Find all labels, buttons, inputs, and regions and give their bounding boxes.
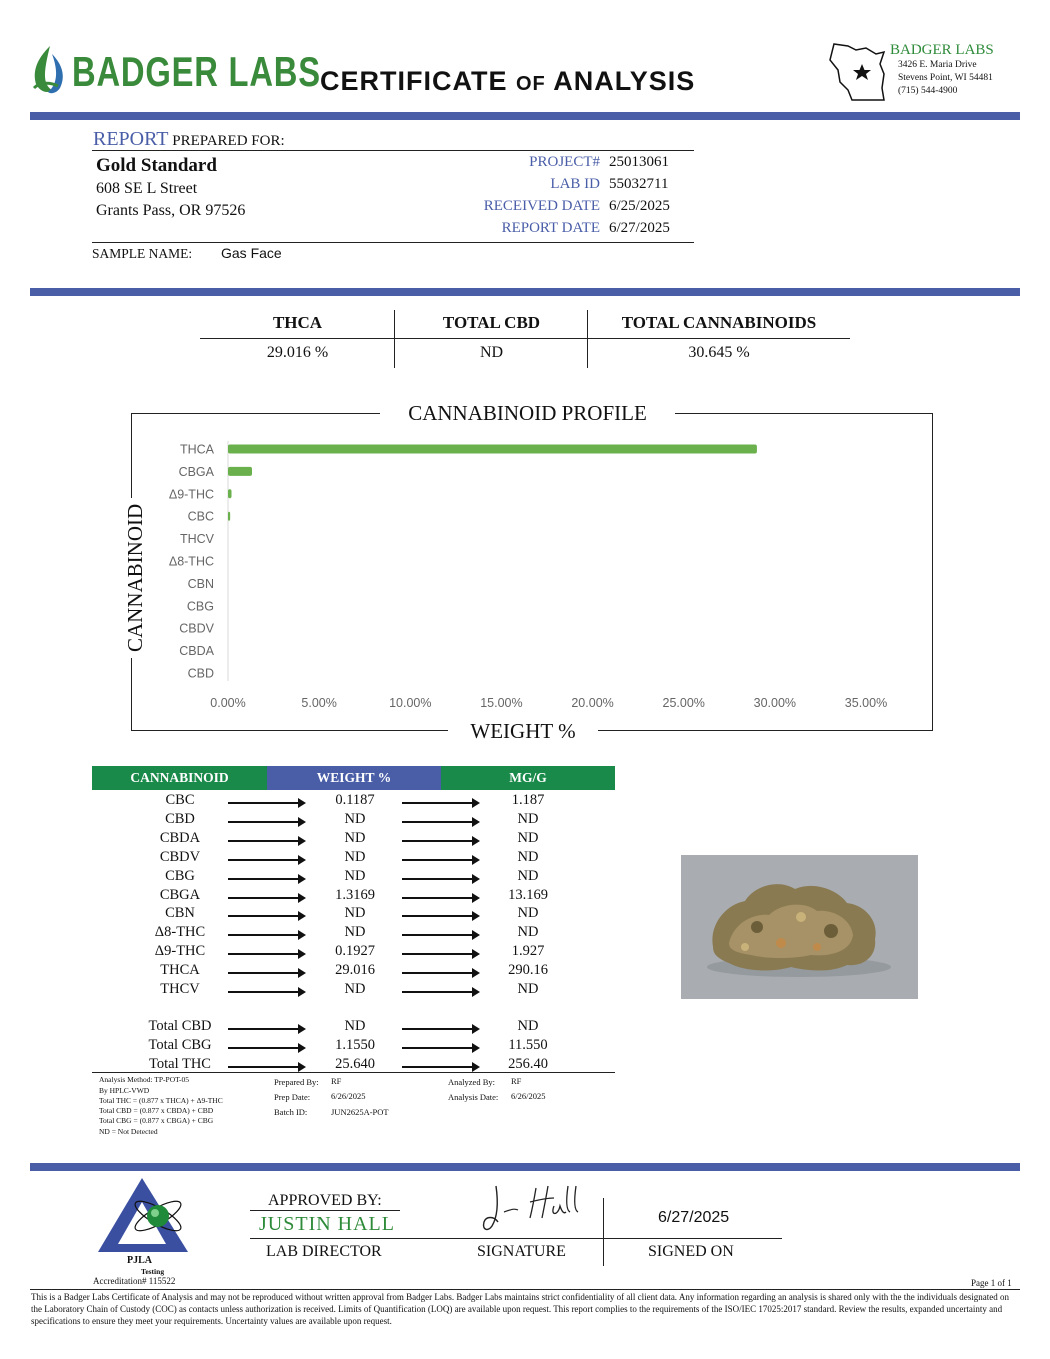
chart-category-label: THCV <box>179 532 214 547</box>
col-header-mg: MG/G <box>441 766 615 790</box>
signature-rule <box>250 1238 782 1239</box>
director-name: JUSTIN HALL <box>259 1213 395 1235</box>
client-name: Gold Standard <box>96 155 217 176</box>
lab-id-label: LAB ID <box>550 176 600 192</box>
col-header-weight: WEIGHT % <box>267 766 441 790</box>
lab-name: BADGER LABS <box>890 42 994 58</box>
table-row-weight: ND <box>344 924 366 941</box>
table-row-mg: ND <box>517 829 539 846</box>
section-divider <box>30 288 1020 296</box>
analyzed-by-value: RF <box>511 1076 522 1086</box>
arrow-icon <box>228 991 304 993</box>
table-row-name: CBN <box>165 905 195 922</box>
report-prepared-label: REPORT PREPARED FOR: <box>93 128 285 150</box>
arrow-icon <box>402 821 478 823</box>
table-row-name: CBDV <box>159 848 201 865</box>
summary-rule <box>200 338 850 339</box>
project-value: 25013061 <box>609 154 669 170</box>
page-number: Page 1 of 1 <box>971 1278 1012 1288</box>
arrow-icon <box>228 878 304 880</box>
batch-id-label: Batch ID: <box>274 1107 308 1117</box>
table-row-name: CBDA <box>159 829 201 846</box>
thc-formula-note: Total THC = (0.877 x THCA) + Δ9-THC <box>99 1096 223 1105</box>
sample-name-label: SAMPLE NAME: <box>92 246 193 261</box>
chart-x-tick-label: 25.00% <box>662 696 705 710</box>
chart-category-label: CBDV <box>179 621 214 636</box>
table-row-weight: ND <box>344 810 366 827</box>
table-row-weight: 0.1187 <box>335 792 375 808</box>
accreditation-number: Accreditation# 115522 <box>93 1276 176 1286</box>
signed-on-date: 6/27/2025 <box>658 1209 730 1226</box>
received-date-value: 6/25/2025 <box>609 198 670 214</box>
table-row-weight: ND <box>344 829 366 846</box>
analysis-date-value: 6/26/2025 <box>511 1091 546 1101</box>
chart-title: CANNABINOID PROFILE <box>380 401 675 426</box>
approved-by-label: APPROVED BY: <box>268 1192 382 1209</box>
arrow-icon <box>228 802 304 804</box>
pjla-label: PJLA <box>127 1255 152 1266</box>
col-header-cannabinoid: CANNABINOID <box>92 766 267 790</box>
chart-x-tick-label: 10.00% <box>389 696 432 710</box>
lab-address-line1: 3426 E. Maria Drive <box>898 60 977 70</box>
footer-divider <box>30 1163 1020 1171</box>
report-date-label: REPORT DATE <box>501 220 600 236</box>
analyzed-by-label: Analyzed By: <box>448 1077 495 1087</box>
lab-address-line2: Stevens Point, WI 54481 <box>898 73 993 83</box>
chart-category-label: Δ9-THC <box>168 487 214 502</box>
director-title: LAB DIRECTOR <box>266 1243 382 1260</box>
arrow-icon <box>228 1066 304 1068</box>
cannabinoid-profile-chart <box>150 432 920 722</box>
total-row-name: Total CBG <box>148 1036 212 1053</box>
table-row-name: CBD <box>165 810 195 827</box>
table-row-weight: ND <box>344 867 366 884</box>
table-row-mg: ND <box>517 848 539 865</box>
arrow-icon <box>228 897 304 899</box>
prepared-by-label: Prepared By: <box>274 1077 319 1087</box>
signature-label: SIGNATURE <box>477 1243 566 1260</box>
chart-bar <box>228 467 252 476</box>
chart-category-label: THCA <box>179 442 214 457</box>
cbd-formula-note: Total CBD = (0.877 x CBDA) + CBD <box>99 1106 214 1115</box>
certificate-title: CERTIFICATE OF ANALYSIS <box>320 66 696 96</box>
lab-phone: (715) 544-4900 <box>898 86 958 96</box>
report-top-rule <box>92 150 694 151</box>
table-row-mg: ND <box>517 905 539 922</box>
chart-x-tick-label: 30.00% <box>753 696 797 710</box>
badger-leaf-logo-icon <box>28 44 72 96</box>
chart-bar <box>228 445 757 454</box>
table-row-weight: 1.3169 <box>335 886 375 903</box>
table-row-mg: 13.169 <box>508 886 548 903</box>
cbg-formula-note: Total CBG = (0.877 x CBGA) + CBG <box>99 1116 214 1125</box>
signature-image <box>478 1182 582 1236</box>
arrow-icon <box>228 1028 304 1030</box>
table-row-name: THCV <box>160 981 200 997</box>
nd-note: ND = Not Detected <box>99 1127 158 1136</box>
arrow-icon <box>402 1028 478 1030</box>
client-city: Grants Pass, OR 97526 <box>96 202 246 219</box>
arrow-icon <box>228 934 304 936</box>
arrow-icon <box>402 878 478 880</box>
chart-category-label: CBN <box>187 576 214 591</box>
arrow-icon <box>402 991 478 993</box>
arrow-icon <box>402 1047 478 1049</box>
chart-category-label: CBG <box>186 599 214 614</box>
signed-on-label: SIGNED ON <box>648 1243 734 1260</box>
batch-id-value: JUN2625A-POT <box>331 1107 389 1117</box>
arrow-icon <box>228 859 304 861</box>
arrow-icon <box>402 802 478 804</box>
pjla-testing-label: Testing <box>141 1267 165 1276</box>
pjla-accreditation-logo-icon <box>96 1176 190 1256</box>
logo-wordmark: BADGER LABS <box>72 48 321 95</box>
table-row-mg: ND <box>517 810 539 827</box>
arrow-icon <box>402 859 478 861</box>
chart-x-tick-label: 5.00% <box>301 696 337 710</box>
table-row-weight: 29.016 <box>335 962 375 979</box>
summary-total-cbd-label: TOTAL CBD <box>442 313 541 332</box>
table-row-weight: ND <box>344 848 366 865</box>
chart-category-label: CBGA <box>178 464 214 479</box>
chart-bar <box>228 512 230 521</box>
table-row-mg: 290.16 <box>508 962 548 979</box>
method-note: Analysis Method: TP-POT-05 <box>99 1075 190 1084</box>
client-street: 608 SE L Street <box>96 180 198 197</box>
table-row-name: THCA <box>160 962 200 979</box>
project-label: PROJECT# <box>529 154 600 170</box>
arrow-icon <box>228 915 304 917</box>
prep-date-label: Prep Date: <box>274 1092 311 1102</box>
table-row-name: Δ8-THC <box>154 924 206 941</box>
chart-category-label: CBD <box>187 666 214 681</box>
report-bottom-rule <box>92 242 694 243</box>
chart-x-tick-label: 0.00% <box>210 696 246 710</box>
summary-thca-label: THCA <box>272 313 323 332</box>
table-bottom-rule <box>92 1072 615 1073</box>
total-row-weight: 25.640 <box>335 1055 375 1072</box>
table-row-name: CBG <box>165 867 195 884</box>
prep-date-value: 6/26/2025 <box>331 1091 366 1101</box>
total-row-name: Total THC <box>149 1055 211 1072</box>
table-row-mg: ND <box>517 867 539 884</box>
table-row-name: CBC <box>165 792 195 808</box>
report-date-value: 6/27/2025 <box>609 220 670 236</box>
arrow-icon <box>402 934 478 936</box>
approved-rule <box>250 1210 400 1211</box>
total-row-mg: ND <box>517 1018 539 1034</box>
total-row-name: Total CBD <box>148 1018 212 1034</box>
disclaimer-text: This is a Badger Labs Certificate of Analysis and may not be reproduced without written approval from Badger Labs. Badger Labs maintains strict confidentiality of all client data. Any information regarding an analysis is shared only with the the individuals designated on the Laboratory Chain of Custody (COC) as contacts unless authorization is received. Limits of Quantification (LOQ) are available upon request. This report complies to the requirements of the ISO/IEC 17025:2017 standard. Review the results, expanded uncertainty and specifications to ensure they meet your requirements. Uncertainty values are available upon request. <box>31 1292 1009 1326</box>
arrow-icon <box>402 1066 478 1068</box>
arrow-icon <box>402 897 478 899</box>
chart-bar <box>228 489 232 498</box>
table-row-name: Δ9-THC <box>154 943 206 960</box>
arrow-icon <box>228 972 304 974</box>
sample-photo <box>681 855 918 999</box>
summary-total-cannabinoids-label: TOTAL CANNABINOIDS <box>621 313 817 332</box>
arrow-icon <box>228 840 304 842</box>
arrow-icon <box>402 840 478 842</box>
chart-x-axis-label: WEIGHT % <box>448 719 598 744</box>
lab-id-value: 55032711 <box>609 176 669 192</box>
table-row-mg: 1.927 <box>511 943 545 960</box>
signature-separator <box>603 1198 604 1266</box>
analysis-date-label: Analysis Date: <box>448 1092 499 1102</box>
table-row-mg: ND <box>517 924 539 941</box>
summary-total-cbd-value: ND <box>479 344 504 361</box>
arrow-icon <box>402 915 478 917</box>
disclaimer-rule <box>30 1289 1020 1290</box>
table-row-weight: 0.1927 <box>335 943 375 960</box>
table-row-weight: ND <box>344 905 366 922</box>
received-date-label: RECEIVED DATE <box>483 198 600 214</box>
total-row-weight: ND <box>344 1018 366 1034</box>
chart-category-label: Δ8-THC <box>168 554 214 569</box>
table-row-name: CBGA <box>159 886 201 903</box>
total-row-mg: 11.550 <box>508 1036 548 1053</box>
table-row-weight: ND <box>344 981 366 997</box>
arrow-icon <box>402 972 478 974</box>
chart-y-axis-label: CANNABINOID <box>123 498 148 658</box>
total-row-mg: 256.40 <box>508 1055 548 1072</box>
method-by-note: By HPLC-VWD <box>99 1086 150 1095</box>
header-divider <box>30 112 1020 120</box>
arrow-icon <box>228 953 304 955</box>
sample-name-value: Gas Face <box>221 245 282 261</box>
total-row-weight: 1.1550 <box>335 1036 375 1053</box>
chart-x-tick-label: 35.00% <box>844 696 888 710</box>
chart-category-label: CBC <box>187 509 214 524</box>
arrow-icon <box>228 1047 304 1049</box>
chart-x-tick-label: 15.00% <box>480 696 523 710</box>
prepared-by-value: RF <box>331 1076 342 1086</box>
table-row-mg: ND <box>517 981 539 997</box>
chart-x-tick-label: 20.00% <box>571 696 614 710</box>
summary-total-cannabinoids-value: 30.645 % <box>688 344 750 361</box>
summary-thca-value: 29.016 % <box>266 344 329 361</box>
wisconsin-map-icon <box>826 38 892 104</box>
arrow-icon <box>402 953 478 955</box>
chart-category-label: CBDA <box>179 644 214 659</box>
arrow-icon <box>228 821 304 823</box>
table-row-mg: 1.187 <box>511 792 545 808</box>
